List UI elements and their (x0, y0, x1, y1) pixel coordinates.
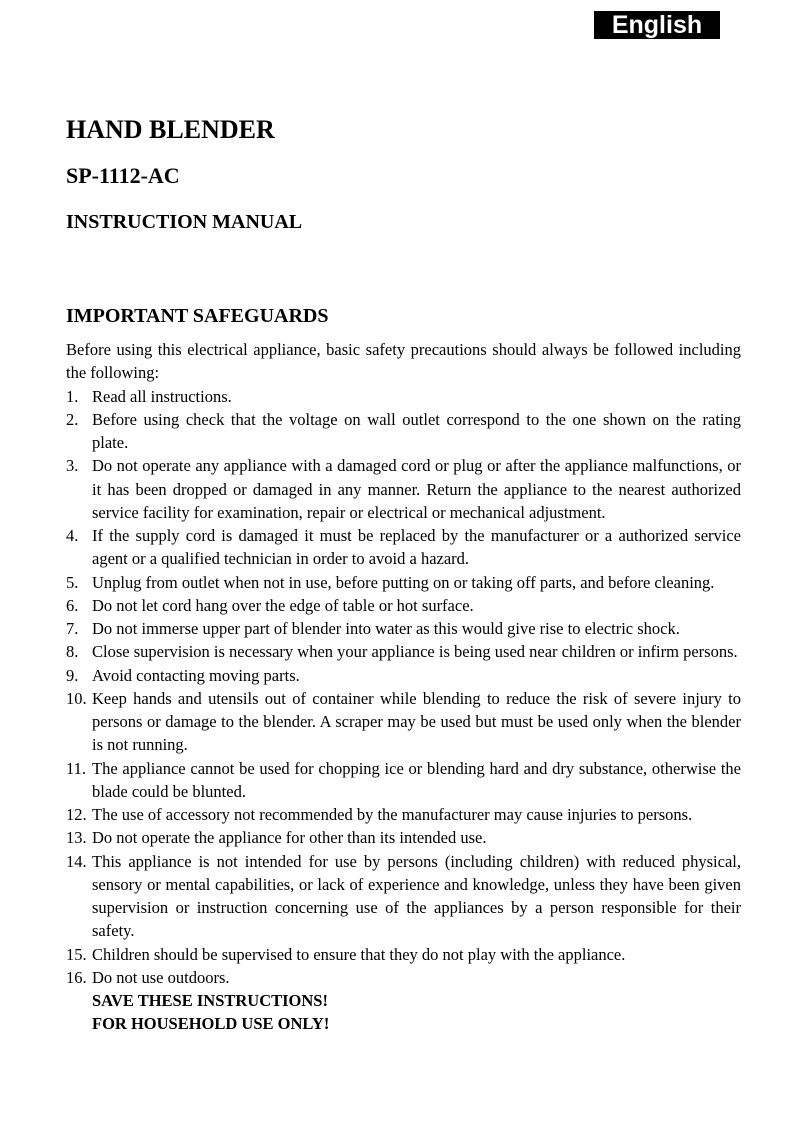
item-text: Close supervision is necessary when your appliance is being used near children or infirm persons. (92, 642, 738, 662)
item-number: 15. (66, 944, 87, 964)
safeguards-section (66, 338, 741, 1036)
item-number: 4. (66, 526, 79, 545)
safeguard-item (66, 640, 741, 663)
safeguard-item (66, 524, 741, 571)
save-instructions-note: SAVE THESE INSTRUCTIONS! (92, 991, 328, 1010)
item-number: 8. (66, 642, 79, 662)
safeguard-item (66, 617, 741, 640)
item-text: Keep hands and utensils out of container while blending to reduce the risk of severe injury to persons or damage to the blender. A scraper may be used but must be used only when the blender is not running. (92, 688, 741, 755)
item-text: Do not operate the appliance for other than its intended use. (92, 828, 487, 848)
safeguards-heading: IMPORTANT SAFEGUARDS (66, 305, 329, 327)
household-use-note: FOR HOUSEHOLD USE ONLY! (92, 1014, 330, 1034)
manual-title: INSTRUCTION MANUAL (66, 211, 303, 233)
safeguard-item (66, 454, 741, 524)
item-number: 6. (66, 595, 79, 615)
item-text: Do not use outdoors. (92, 967, 230, 987)
item-text: Unplug from outlet when not in use, before putting on or taking off parts, and before cleaning. (92, 572, 715, 592)
item-text: Do not let cord hang over the edge of table or hot surface. (92, 595, 474, 615)
safeguard-item (66, 408, 741, 455)
safeguard-item (66, 757, 741, 804)
safeguard-item (66, 594, 741, 617)
safeguard-item (66, 687, 741, 757)
item-number: 5. (66, 572, 79, 592)
safeguard-item (66, 385, 741, 408)
item-number: 2. (66, 409, 79, 429)
safeguard-item (66, 850, 741, 943)
language-tab: English (594, 11, 720, 39)
item-text: Do not immerse upper part of blender into water as this would give rise to electric shock. (92, 619, 680, 638)
item-number: 13. (66, 828, 87, 848)
safeguard-item (66, 803, 741, 826)
item-number: 10. (66, 688, 87, 708)
safeguards-intro: Before using this electrical appliance, basic safety precautions should always be followed including the following: (66, 340, 741, 383)
item-text: Do not operate any appliance with a damaged cord or plug or after the appliance malfunctions, or it has been dropped or damaged in any manner. Return the appliance to the nearest authorized service facility for examination, repair or electrical or mechanical adjustment. (92, 456, 741, 522)
item-text: Read all instructions. (92, 386, 232, 406)
item-number: 14. (66, 851, 87, 871)
model-number: SP-1112-AC (66, 163, 180, 188)
item-number: 3. (66, 456, 79, 476)
item-number: 9. (66, 665, 79, 685)
item-number: 11. (66, 758, 87, 778)
safeguard-item (66, 571, 741, 594)
item-number: 16. (66, 967, 87, 987)
item-number: 1. (66, 386, 79, 406)
item-text: The use of accessory not recommended by the manufacturer may cause injuries to persons. (92, 805, 693, 824)
safeguard-item (66, 943, 741, 966)
safeguards-list (66, 385, 741, 990)
item-text: Children should be supervised to ensure that they do not play with the appliance. (92, 944, 626, 964)
item-text: Before using check that the voltage on wall outlet correspond to the one shown on the rating plate. (92, 409, 741, 452)
safeguard-item (66, 826, 741, 849)
item-text: The appliance cannot be used for chopping ice or blending hard and dry substance, otherwise the blade could be blunted. (92, 758, 741, 801)
item-text: This appliance is not intended for use by persons (including children) with reduced physical, sensory or mental capabilities, or lack of experience and knowledge, unless they have been given supervision or instruction concerning use of the appliances by a person responsible for their safety. (92, 851, 741, 941)
item-number: 12. (66, 805, 87, 824)
item-text: If the supply cord is damaged it must be replaced by the manufacturer or a authorized service agent or a qualified technician in order to avoid a hazard. (92, 526, 741, 569)
safeguard-item (66, 664, 741, 687)
item-text: Avoid contacting moving parts. (92, 665, 300, 685)
page-title: HAND BLENDER (66, 115, 275, 144)
safeguard-item (66, 966, 741, 989)
item-number: 7. (66, 619, 79, 638)
